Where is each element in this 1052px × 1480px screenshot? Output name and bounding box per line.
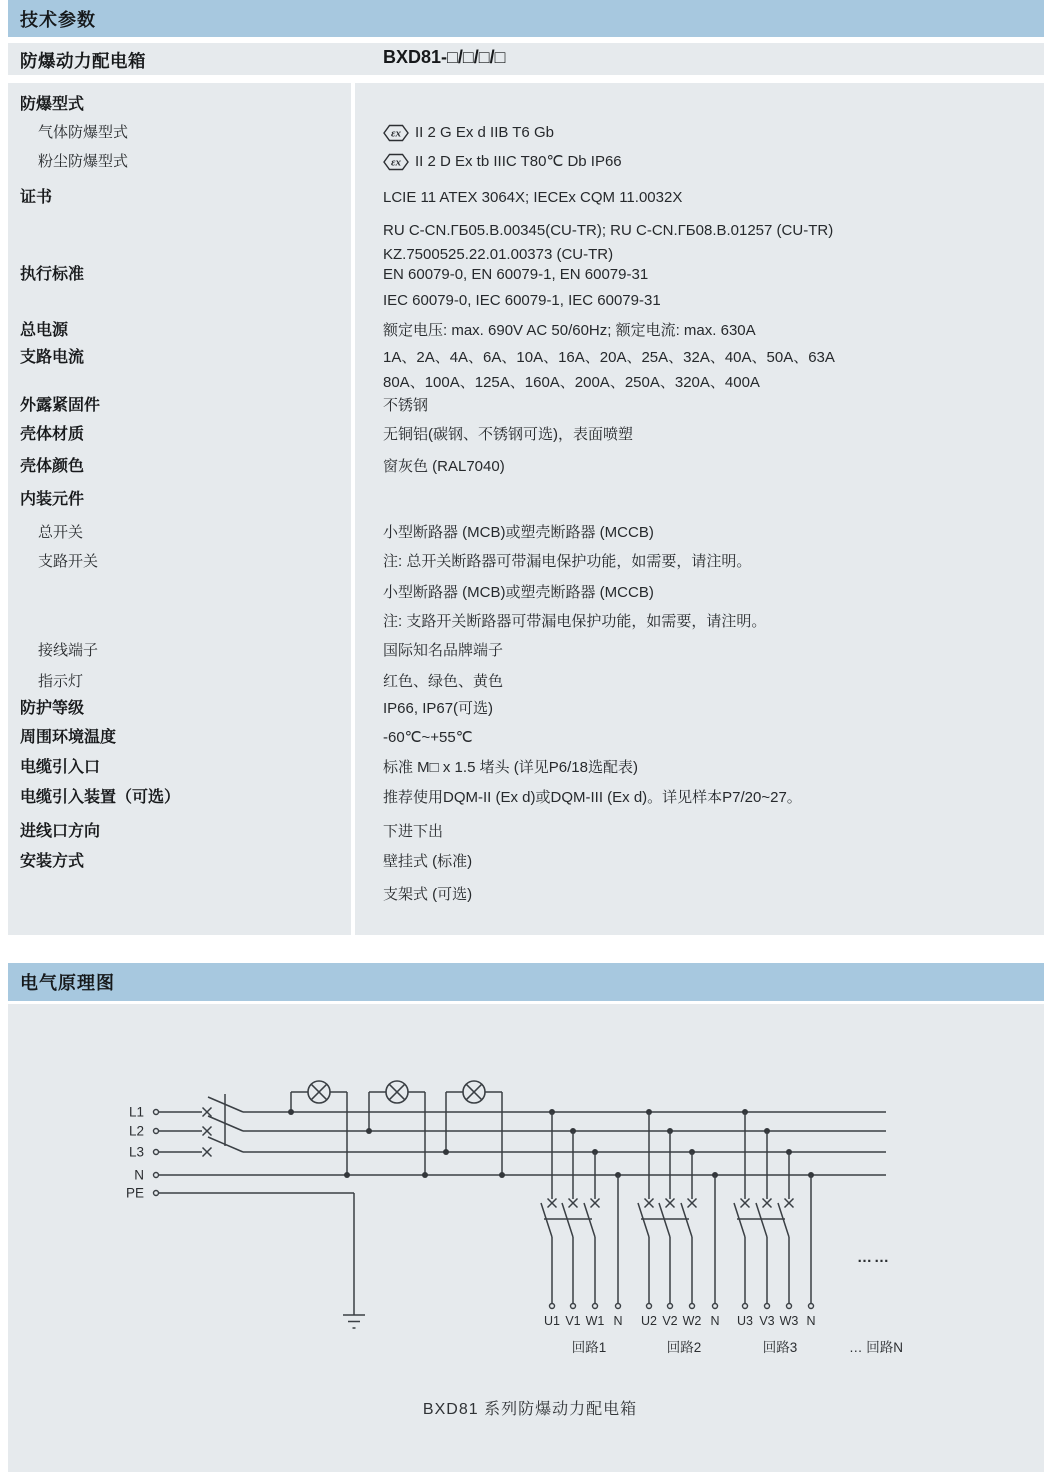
table-row [8, 395, 1044, 417]
terminal-label: V1 [565, 1314, 581, 1328]
row-label: 总电源 [20, 322, 69, 339]
row-label: 粉尘防爆型式 [38, 153, 129, 170]
svg-text:εx: εx [390, 127, 402, 140]
table-row [8, 290, 1044, 312]
table-row [8, 264, 1044, 286]
terminal-label: V2 [662, 1314, 678, 1328]
row-value: 不锈钢 [383, 397, 429, 414]
table-row [8, 698, 1044, 720]
table-row [8, 522, 1044, 544]
row-value: KZ.7500525.22.01.00373 (CU-TR) [383, 246, 614, 263]
row-value: 支架式 (可选) [383, 886, 473, 903]
row-value: 下进下出 [383, 823, 444, 840]
row-label: 执行标准 [20, 266, 85, 283]
terminal-label: W2 [682, 1314, 702, 1328]
table-row [8, 727, 1044, 749]
row-label: 防护等级 [20, 700, 85, 717]
row-label: 防爆型式 [20, 96, 85, 113]
row-label: 总开关 [38, 524, 84, 541]
row-value: 注: 支路开关断路器可带漏电保护功能，如需要，请注明。 [383, 613, 767, 630]
row-value: 标准 M□ x 1.5 堵头 (详见P6/18选配表) [383, 759, 638, 776]
table-row [8, 151, 1044, 173]
row-value: 注: 总开关断路器可带漏电保护功能，如需要，请注明。 [383, 553, 752, 570]
continuation-dots: …… [857, 1249, 891, 1266]
table-row [8, 884, 1044, 906]
row-value: EN 60079-0, EN 60079-1, EN 60079-31 [383, 266, 649, 283]
row-value: IP66, IP67(可选) [383, 700, 494, 717]
row-value: 推荐使用DQM-II (Ex d)或DQM-III (Ex d)。详见样本P7/20~27。 [383, 789, 802, 806]
product-model: BXD81-□/□/□/□ [383, 47, 506, 67]
terminal-label: W3 [779, 1314, 799, 1328]
row-value: 小型断路器 (MCB)或塑壳断路器 (MCCB) [383, 584, 654, 601]
row-label: 内装元件 [20, 491, 85, 508]
table-row [8, 671, 1044, 693]
table-row [8, 187, 1044, 209]
table-row [8, 424, 1044, 446]
bus-label: PE [125, 1185, 144, 1201]
circuit-label: 回路1 [571, 1340, 607, 1355]
row-label: 指示灯 [38, 673, 84, 690]
table-row [8, 489, 1044, 511]
row-label: 支路开关 [38, 553, 99, 570]
bus-label: L1 [128, 1104, 144, 1120]
product-title-row [8, 43, 1044, 75]
circuit-label: 回路2 [666, 1340, 702, 1355]
ex-certification-icon [383, 124, 409, 142]
row-value-text: II 2 D Ex tb IIIC T80℃ Db IP66 [415, 153, 622, 170]
terminal-label: V3 [759, 1314, 775, 1328]
table-row [8, 320, 1044, 342]
row-label: 电缆引入口 [20, 759, 101, 776]
circuit-label: 回路3 [762, 1340, 798, 1355]
row-value: 80A、100A、125A、160A、200A、250A、320A、400A [383, 374, 760, 391]
table-row [8, 757, 1044, 779]
spec-table [8, 83, 1044, 935]
row-value: 红色、绿色、黄色 [383, 673, 504, 690]
row-label: 周围环境温度 [20, 729, 117, 746]
svg-text:εx: εx [390, 156, 402, 169]
table-row [8, 372, 1044, 394]
row-label: 安装方式 [20, 853, 85, 870]
table-row [8, 851, 1044, 873]
row-value: 壁挂式 (标准) [383, 853, 473, 870]
row-label: 气体防爆型式 [38, 124, 129, 141]
row-value: 窗灰色 (RAL7040) [383, 458, 505, 475]
section-title: 技术参数 [20, 9, 96, 30]
row-label: 进线口方向 [20, 823, 101, 840]
terminal-label: U2 [641, 1314, 657, 1328]
row-value: LCIE 11 ATEX 3064X; IECEx CQM 11.0032X [383, 189, 683, 206]
terminal-label: N [806, 1314, 816, 1328]
ex-certification-icon [383, 153, 409, 171]
table-row [8, 220, 1044, 242]
circuit-label: … 回路N [849, 1340, 903, 1355]
table-row [8, 787, 1044, 809]
terminal-label: U3 [737, 1314, 753, 1328]
section-header-schematic [8, 963, 1044, 1001]
row-label: 证书 [20, 189, 53, 206]
table-row [8, 640, 1044, 662]
bus-label: L2 [128, 1123, 144, 1139]
table-row [8, 244, 1044, 266]
diagram-caption: BXD81 系列防爆动力配电箱 [422, 1401, 638, 1418]
row-value: 额定电压: max. 690V AC 50/60Hz; 额定电流: max. 630A [383, 322, 756, 339]
row-value: RU C-CN.ГБ05.В.00345(CU-TR); RU C-CN.ГБ08.В.01257 (CU-TR) [383, 222, 834, 239]
table-row [8, 821, 1044, 843]
row-label: 电缆引入装置（可选） [20, 789, 181, 806]
bus-label: N [134, 1167, 144, 1183]
section-header-tech-params [8, 0, 1044, 37]
terminal-label: N [613, 1314, 623, 1328]
terminal-label: N [710, 1314, 720, 1328]
schematic-panel [8, 1004, 1044, 1472]
circuit-diagram [8, 1004, 1044, 1472]
table-row [8, 347, 1044, 369]
table-row [8, 611, 1044, 633]
row-value [383, 151, 622, 173]
row-label: 接线端子 [38, 642, 99, 659]
row-label: 支路电流 [20, 349, 85, 366]
row-label: 壳体颜色 [20, 458, 85, 475]
terminal-label: U1 [544, 1314, 560, 1328]
row-label: 外露紧固件 [20, 397, 101, 414]
product-name: 防爆动力配电箱 [20, 51, 146, 71]
bus-label: L3 [128, 1144, 144, 1160]
table-row [8, 551, 1044, 573]
row-value: IEC 60079-0, IEC 60079-1, IEC 60079-31 [383, 292, 661, 309]
table-row [8, 582, 1044, 604]
row-value-text: II 2 G Ex d IIB T6 Gb [415, 124, 554, 141]
page [8, 0, 1044, 1472]
table-row [8, 94, 1044, 116]
row-label: 壳体材质 [20, 426, 85, 443]
row-value [383, 122, 554, 144]
table-row [8, 456, 1044, 478]
terminal-label: W1 [585, 1314, 605, 1328]
row-value: 国际知名品牌端子 [383, 642, 504, 659]
row-value: -60℃~+55℃ [383, 729, 473, 746]
row-value: 小型断路器 (MCB)或塑壳断路器 (MCCB) [383, 524, 654, 541]
row-value: 1A、2A、4A、6A、10A、16A、20A、25A、32A、40A、50A、63A [383, 349, 835, 366]
table-row [8, 122, 1044, 144]
row-value: 无铜铝(碳钢、不锈钢可选)，表面喷塑 [383, 426, 633, 443]
section-title: 电气原理图 [20, 973, 115, 993]
